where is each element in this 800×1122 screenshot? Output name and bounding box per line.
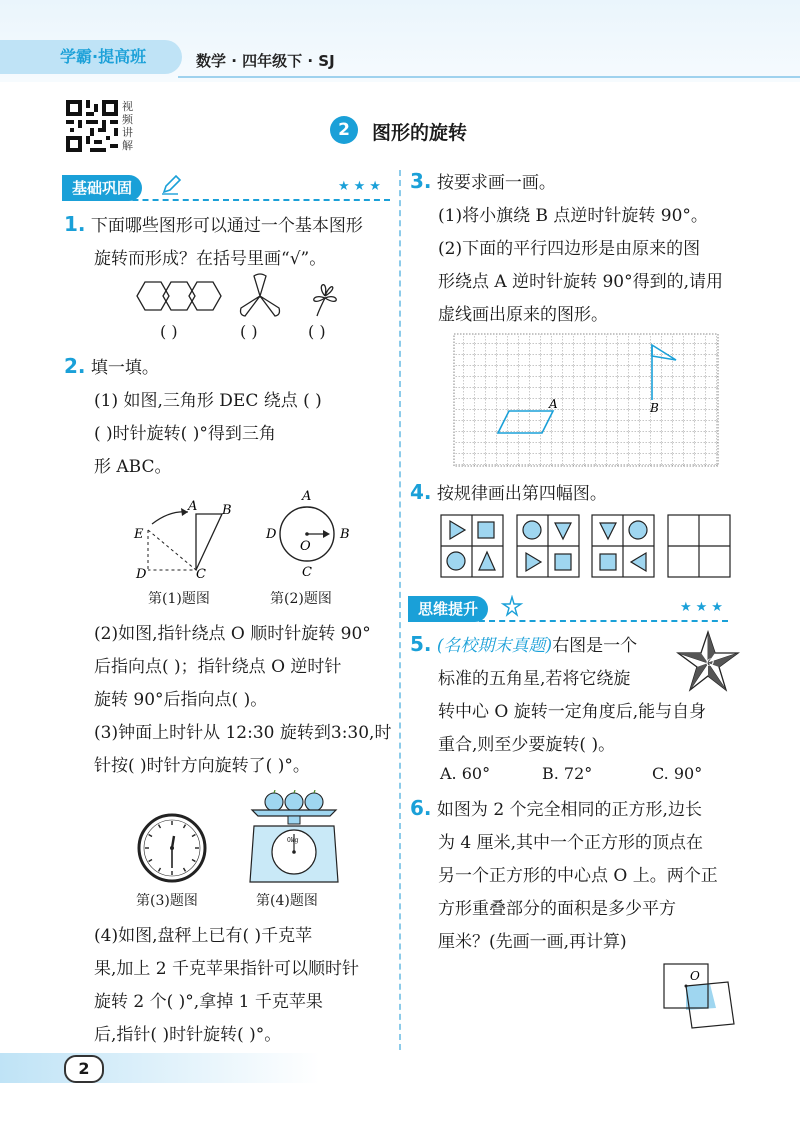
q3-p2-line2: 形绕点 A 逆时针旋转 90°得到的,请用 — [438, 272, 724, 292]
grid-label-A: A — [549, 397, 558, 411]
fig2-label-B: B — [340, 527, 350, 542]
sparkle-icon — [500, 595, 524, 619]
difficulty-stars: ★★★ — [338, 179, 385, 194]
brand-logo: 学霸·提高班 — [60, 47, 147, 66]
q2-p1-line1: (1) 如图,三角形 DEC 绕点 ( ) — [94, 391, 322, 411]
clock-figure — [136, 812, 208, 884]
section-tag-basic: 基础巩固 — [62, 175, 142, 201]
clover-figure — [305, 276, 345, 318]
q3-number: 3. — [410, 169, 432, 193]
q2-part4 — [64, 920, 394, 1052]
q2-p4-line1: (4)如图,盘秤上已有( )千克苹 — [94, 926, 313, 946]
fig2-label-D: D — [266, 527, 277, 542]
q5-line1: 右图是一个 — [552, 636, 638, 656]
q3-intro: 按要求画一画。 — [436, 173, 556, 193]
caption-fig2: 第(2)题图 — [270, 591, 332, 607]
q2-part2-3 — [64, 618, 394, 783]
q1-bracket-1[interactable]: ( ) — [160, 322, 178, 341]
caption-fig1: 第(1)题图 — [148, 591, 210, 607]
qr-code-icon[interactable] — [66, 100, 118, 152]
q2-intro: 填一填。 — [90, 358, 159, 378]
scale-figure — [244, 790, 344, 884]
q5-number: 5. — [410, 632, 432, 656]
q4-text: 按规律画出第四幅图。 — [436, 484, 607, 504]
triangle-rotation-figure — [130, 498, 240, 580]
q2-p3-line2: 针按( )时针方向旋转了( )°。 — [94, 756, 310, 776]
qr-caption: 视频讲解 — [122, 100, 133, 152]
q2-p4-line3: 旋转 2 个( )°,拿掉 1 千克苹果 — [94, 992, 323, 1012]
pencil-icon — [160, 174, 182, 196]
lesson-title: 图形的旋转 — [372, 122, 468, 144]
q6-line4: 方形重叠部分的面积是多少平方 — [438, 899, 676, 919]
propeller-figure — [235, 272, 285, 320]
fig1-label-A: A — [188, 499, 198, 514]
section-rule-2 — [408, 620, 728, 622]
fig1-label-B: B — [222, 503, 232, 518]
q1-bracket-3[interactable]: ( ) — [308, 322, 326, 341]
scale-zero-label: 0kg — [287, 837, 299, 844]
q3-text — [410, 165, 740, 332]
q6-line2: 为 4 厘米,其中一个正方形的顶点在 — [438, 833, 704, 853]
fig1-label-E: E — [134, 527, 144, 542]
q1-bracket-2[interactable]: ( ) — [240, 322, 258, 341]
caption-fig4: 第(4)题图 — [256, 893, 318, 909]
star-label-O: O — [706, 658, 715, 669]
squares-label-O: O — [690, 969, 700, 983]
q6-line5: 厘米？(先画一画,再计算) — [438, 932, 627, 952]
five-point-star-figure — [676, 630, 740, 692]
q2-p1-line3: 形 ABC。 — [94, 457, 172, 477]
section-tag-thinking: 思维提升 — [408, 596, 488, 622]
q6-line3: 另一个正方形的中心点 O 上。两个正 — [438, 866, 718, 886]
footer-band — [0, 1053, 800, 1083]
q1 — [64, 208, 394, 276]
hexagon-chain-figure — [135, 278, 225, 314]
q3-p1: (1)将小旗绕 B 点逆时针旋转 90°。 — [438, 206, 708, 226]
q2-p1-line2: ( )时针旋转( )°得到三角 — [94, 424, 276, 444]
q2-p2-line2: 后指向点( )；指针绕点 O 逆时针 — [94, 657, 342, 677]
fig2-label-A: A — [302, 489, 312, 504]
grid-drawing-area[interactable] — [452, 332, 720, 468]
fig1-label-C: C — [196, 567, 206, 580]
q6-number: 6. — [410, 796, 432, 820]
q5-line2: 标准的五角星,若将它绕旋 — [438, 669, 631, 689]
fig1-label-D: D — [136, 567, 147, 580]
q2-p4-line2: 果,加上 2 千克苹果指针可以顺时针 — [94, 959, 360, 979]
subject-label: 数学 · 四年级下 · SJ — [196, 52, 335, 70]
q1-number: 1. — [64, 212, 86, 236]
q5-option-b[interactable]: B. 72° — [542, 764, 593, 783]
pattern-sequence — [440, 514, 732, 580]
lesson-number-badge: 2 — [330, 116, 358, 144]
q4-text — [410, 476, 740, 511]
q3-p2-line1: (2)下面的平行四边形是由原来的图 — [438, 239, 701, 259]
header-rule — [178, 76, 800, 78]
difficulty-stars-2: ★★★ — [680, 600, 727, 615]
q6-text — [410, 792, 750, 959]
page-number: 2 — [64, 1055, 104, 1083]
q5-tag: (名校期末真题) — [436, 636, 553, 656]
q2-p4-line4: 后,指针( )时针旋转( )°。 — [94, 1025, 282, 1045]
grid-label-B: B — [650, 401, 659, 415]
dial-figure — [262, 488, 352, 580]
q2-p3-line1: (3)钟面上时针从 12:30 旋转到3:30,时 — [94, 723, 392, 743]
q2-p2-line1: (2)如图,指针绕点 O 顺时针旋转 90° — [94, 624, 371, 644]
q5-line4: 重合,则至少要旋转( )。 — [438, 735, 616, 755]
q1-line2: 旋转而形成？在括号里画“√”。 — [94, 249, 327, 269]
q3-p2-line3: 虚线画出原来的图形。 — [438, 305, 608, 325]
q2-p2-line3: 旋转 90°后指向点( )。 — [94, 690, 268, 710]
q6-line1: 如图为 2 个完全相同的正方形,边长 — [436, 800, 702, 820]
q2-text — [64, 350, 394, 484]
section-rule — [62, 199, 390, 201]
fig2-label-O: O — [300, 539, 311, 554]
q1-line1: 下面哪些图形可以通过一个基本图形 — [90, 216, 363, 236]
q5-option-c[interactable]: C. 90° — [652, 764, 703, 783]
q4-number: 4. — [410, 480, 432, 504]
q2-number: 2. — [64, 354, 86, 378]
column-divider — [399, 170, 401, 1050]
q5-line3: 转中心 O 旋转一定角度后,能与自身 — [438, 702, 707, 722]
fig2-label-C: C — [302, 565, 312, 580]
overlapping-squares-figure — [658, 962, 742, 1046]
caption-fig3: 第(3)题图 — [136, 893, 198, 909]
q5-option-a[interactable]: A. 60° — [440, 764, 491, 783]
